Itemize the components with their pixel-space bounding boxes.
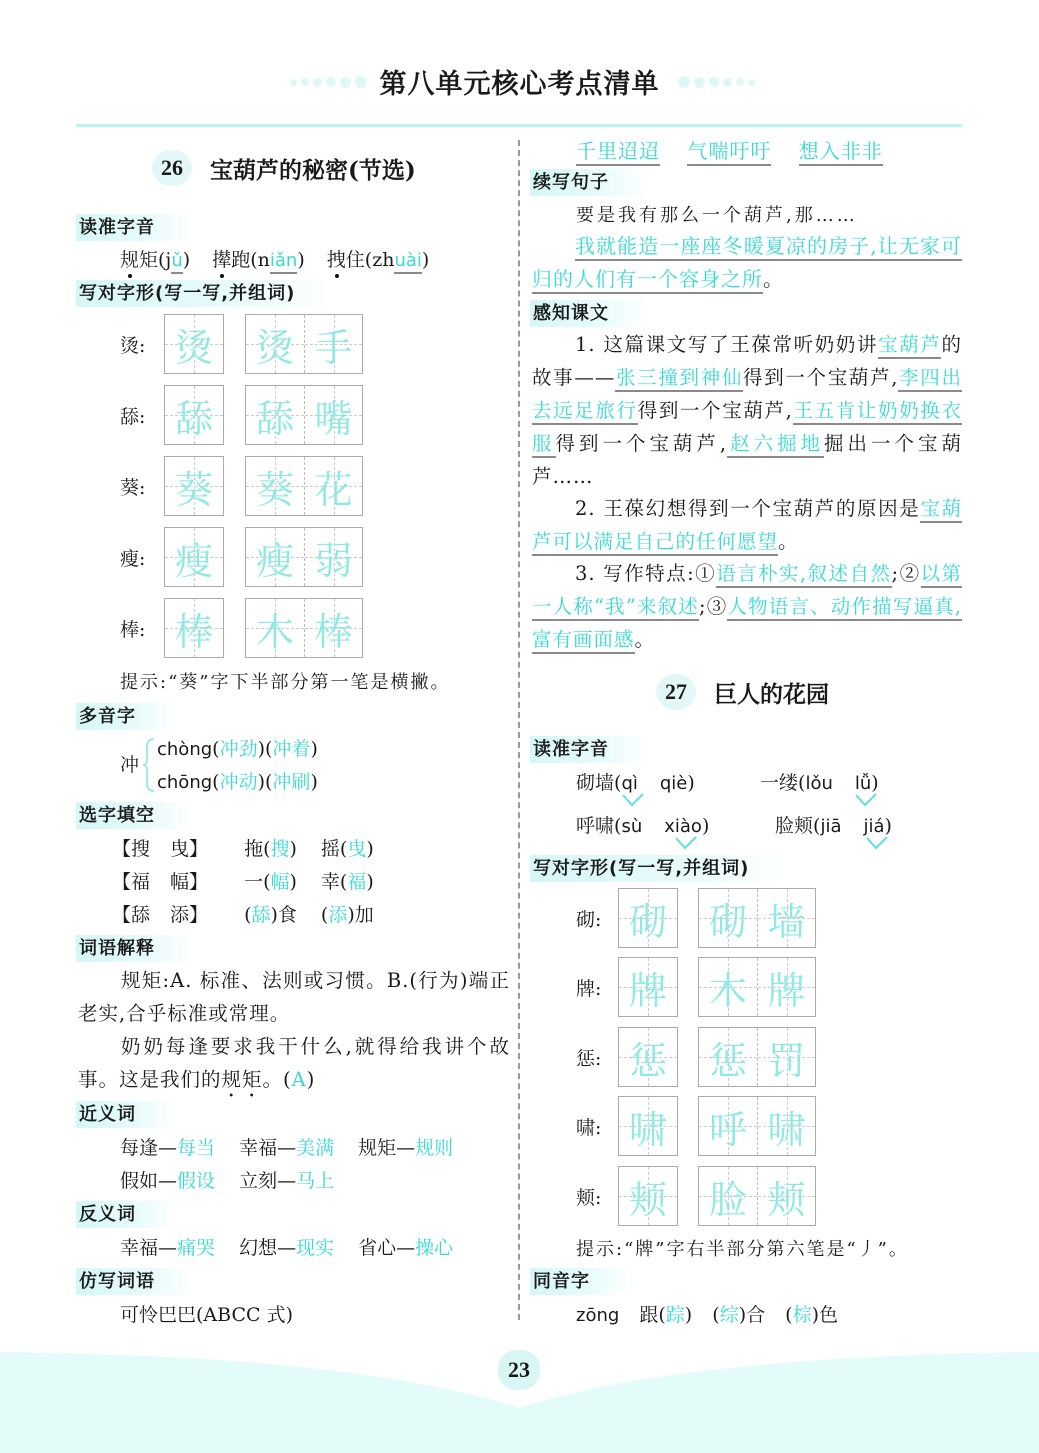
grid-cell [246,457,304,515]
fill-answer: 曳 [347,838,367,860]
pron-word: 一缕 [760,772,799,794]
pinyin-option: qiè [659,773,688,794]
definition-text: 规矩:A. 标准、法则或习惯。B.(行为)端正老实,合乎标准或常理。 [78,969,510,1025]
grid-cell [699,958,757,1016]
fill-pre: 一( [244,871,271,893]
lesson-name: 巨人的花园 [714,680,829,708]
antonym-row: 幸福—痛哭 幻想—现实 省心—操心 [120,1237,454,1259]
fill-item [321,871,374,893]
body-text: 。 [634,628,656,651]
grid-cell [165,599,223,657]
single-char-box [164,385,224,445]
check-icon [866,836,888,850]
pron-item [120,249,190,271]
ghost-char: 砌 [628,899,667,944]
section-heading: 感知课文 [530,300,649,327]
fill-item [244,904,297,926]
pinyin-option: sù [621,816,643,837]
polyphone-reading: chòng(冲劲)(冲着) [157,738,318,760]
answer-text: 王五肯让奶奶换衣服 [532,399,962,458]
answer-text: 宝葫芦 [878,333,941,359]
grid-cell [246,599,304,657]
synonym-row: 每逢—每当 幸福—美满 规矩—规则 [120,1137,454,1159]
page-number: 23 [498,1350,540,1390]
body-text: 得到一个宝葫芦, [555,432,728,455]
pinyin-option: qì [621,773,637,794]
pron-answer: iǎn [270,250,297,274]
grid-cell [619,1167,677,1225]
fill-row [112,867,374,894]
single-char-box [618,1166,678,1226]
word-box [698,888,816,948]
fill-item [321,904,374,926]
fill-pre: 摇( [320,838,348,860]
grid-cell [246,386,304,444]
grid-cell [699,889,757,947]
pron-word: 规矩(j [120,249,171,271]
body-text: 2. 王葆幻想得到一个宝葫芦的原因是 [575,497,921,520]
decor-dots-right [678,76,755,88]
grid-cell [619,1097,677,1155]
column-divider [518,140,520,1320]
option-char: 曳 [170,838,190,860]
grid-cell [304,528,362,586]
word-box [698,1027,816,1087]
perceive-para-2 [532,492,962,558]
lesson-26-title [152,150,416,186]
fill-post: ) [289,838,297,860]
example-sentence: 奶奶每逢要求我干什么,就得给我讲个故事。这是我们的规矩。(A) [78,1035,510,1091]
bracket-open: 【 [112,871,132,893]
ghost-char: 棒 [174,609,213,654]
fill-post: ) [289,871,297,893]
ghost-char: 瘦 [174,538,213,583]
ghost-char: 烫 [174,325,213,370]
grid-label: 牌: [576,978,602,1000]
single-char-box [164,598,224,658]
grid-cell [165,528,223,586]
check-icon [622,793,644,807]
pron-choice: 呼啸(sù xiào ) [576,811,709,838]
fill-answer: 搜 [270,838,290,860]
fill-row [112,900,374,927]
single-char-box [164,456,224,516]
pinyin-option: xiào [664,816,702,837]
word-box [245,314,363,374]
ghost-char: 手 [314,325,353,370]
pron-word: 呼啸 [576,815,615,837]
answer-text: 人物语言、动作描写逼真,富有画面感 [532,595,962,654]
single-char-box [618,1027,678,1087]
body-text: 1. 这篇课文写了王葆常听奶奶讲 [575,333,879,356]
ghost-char: 木 [708,968,747,1013]
perceive-para-1 [532,328,962,493]
section-heading: 词语解释 [76,935,195,962]
option-char: 搜 [131,838,151,860]
grid-cell [757,958,815,1016]
imitate-example: 可怜巴巴(ABCC 式) [120,1304,293,1326]
ghost-char: 舔 [255,396,294,441]
ghost-char: 弱 [314,538,353,583]
check-icon [675,836,697,850]
grid-cell [165,315,223,373]
page-title: 第八单元核心考点清单 [379,69,660,100]
grid-cell [757,1167,815,1225]
ghost-char: 葵 [174,467,213,512]
fill-post: )食 [270,904,297,926]
answer-text: 张三撞到神仙 [615,366,743,392]
section-heading: 同音字 [530,1268,630,1295]
bracket-open: 【 [112,904,132,926]
option-char: 幅 [170,871,190,893]
ghost-char: 颊 [628,1177,667,1222]
grid-cell [619,889,677,947]
word-box [245,456,363,516]
fill-item [244,838,297,860]
lesson-name: 宝葫芦的秘密(节选) [210,156,416,184]
fill-item [321,838,374,860]
polyphone-char: 冲 [120,754,140,776]
perceive-para-3 [532,557,962,656]
grid-cell [304,599,362,657]
fill-answer: 幅 [270,871,290,893]
grid-cell [757,1028,815,1086]
word-box [698,957,816,1017]
grid-cell [304,386,362,444]
single-char-box [164,314,224,374]
ghost-char: 脸 [708,1177,747,1222]
ghost-char: 嘴 [314,396,353,441]
ghost-char: 啸 [628,1107,667,1152]
ghost-char: 牌 [767,968,806,1013]
ghost-char: 啸 [767,1107,806,1152]
section-heading: 多音字 [76,703,176,730]
ghost-char: 惩 [708,1038,747,1083]
tip-text: 提示:“牌”字右半部分第六笔是“丿”。 [576,1239,909,1260]
answer-text: 以第一人称“我”来叙述 [532,562,962,621]
pron-answer: ǔ [171,250,182,274]
grid-cell [699,1028,757,1086]
pron-end: ) [182,249,191,271]
ghost-char: 葵 [255,467,294,512]
body-text: 得到一个宝葫芦, [637,399,793,422]
grid-cell [757,1097,815,1155]
answer-text: 语言朴实,叙述自然 [716,562,891,588]
tip-text: 提示:“葵”字下半部分第一笔是横撇。 [120,672,451,693]
body-text: 的故事—— [532,333,962,389]
grid-cell [165,386,223,444]
pron-item [327,249,430,271]
ghost-char: 颊 [767,1177,806,1222]
grid-cell [165,457,223,515]
section-heading: 写对字形(写一写,并组词) [530,855,789,882]
lesson-number: 26 [152,150,192,186]
fill-post: ) [366,838,374,860]
word-box [698,1096,816,1156]
pron-end: ) [297,249,305,271]
word-box [245,527,363,587]
section-heading: 写对字形(写一写,并组词) [76,280,335,307]
grid-label: 棒: [120,619,146,641]
lesson-27-title [656,674,829,710]
ghost-char: 罚 [767,1038,806,1083]
answer-text: 赵六掘地 [727,432,824,458]
ghost-char: 呼 [708,1107,747,1152]
ghost-char: 烫 [255,325,294,370]
ghost-char: 墙 [767,899,806,944]
homophone-row: zōng 跟(踪) (综)合 (棕)色 [576,1304,839,1326]
body-text: ;③ [698,595,728,618]
option-char: 舔 [131,904,151,926]
fill-pre: ( [320,904,329,926]
grid-label: 瘦: [120,548,146,570]
section-heading: 续写句子 [530,169,649,196]
pron-word: 砌墙 [576,772,615,794]
pron-end: ) [421,249,430,271]
grid-label: 颊: [576,1187,602,1209]
pinyin-option: lǚ [855,773,871,794]
ghost-char: 惩 [628,1038,667,1083]
synonym-row: 假如—假设 立刻—马上 [120,1170,335,1192]
fill-answer: 舔 [251,904,271,926]
pronunciation-row [120,245,429,272]
grid-cell [246,315,304,373]
section-heading: 反义词 [76,1201,176,1228]
ghost-char: 砌 [708,899,747,944]
body-text: ;② [891,562,921,585]
ghost-char: 舔 [174,396,213,441]
section-heading: 仿写词语 [76,1268,195,1295]
section-heading: 选字填空 [76,802,195,829]
lesson-number: 27 [656,674,696,710]
option-char: 添 [170,904,190,926]
grid-cell [304,315,362,373]
ghost-char: 牌 [628,968,667,1013]
check-icon [855,793,877,807]
pinyin-option: jiā [820,816,842,837]
grid-cell [699,1167,757,1225]
body-text: 。 [778,530,799,553]
pron-answer: uài [394,250,421,274]
brace-icon [142,737,156,793]
pron-word: 撵跑(n [212,249,270,271]
header-divider [76,124,962,127]
single-char-box [164,527,224,587]
grid-label: 舔: [120,406,146,428]
word-box [245,598,363,658]
bracket-open: 【 [112,838,132,860]
fill-post: ) [366,871,374,893]
grid-label: 啸: [576,1117,602,1139]
pron-choice: 脸颊(jiā jiá ) [775,811,892,838]
fill-item [244,871,297,893]
ghost-char: 木 [255,609,294,654]
single-char-box [618,957,678,1017]
grid-cell [304,457,362,515]
option-char: 福 [131,871,151,893]
body-text: 3. 写作特点:① [575,562,717,585]
single-char-box [618,888,678,948]
single-char-box [618,1096,678,1156]
pron-word: 脸颊 [775,815,814,837]
fill-pre: 幸( [320,871,348,893]
fill-post: )加 [347,904,374,926]
pron-item [212,249,305,271]
grid-cell [619,958,677,1016]
grid-cell [246,528,304,586]
fill-row [112,834,374,861]
grid-label: 砌: [576,909,602,931]
fill-pre: ( [244,904,252,926]
grid-label: 葵: [120,477,146,499]
grid-label: 烫: [120,335,146,357]
word-box [245,385,363,445]
pron-word: 拽住(zh [327,249,395,271]
pinyin-option: lǒu [805,773,833,794]
continue-answer: 我就能造一座座冬暖夏凉的房子,让无家可归的人们有一个容身之所。 [532,230,962,296]
fill-pre: 拖( [244,838,271,860]
fill-answer: 福 [347,871,367,893]
word-box [698,1166,816,1226]
pron-choice: 砌墙(qì qiè) [576,768,695,795]
bracket-close: 】 [189,871,209,893]
bracket-close: 】 [189,904,209,926]
fill-answer: 添 [328,904,348,926]
section-heading: 读准字音 [76,214,195,241]
bracket-close: 】 [189,838,209,860]
grid-cell [699,1097,757,1155]
polyphone-reading: chōng(冲动)(冲刷) [157,771,318,793]
grid-label: 惩: [576,1048,602,1070]
section-heading: 近义词 [76,1101,176,1128]
answer-text: 宝葫芦可以满足自己的任何愿望 [532,497,962,556]
imitate-answers: 千里迢迢 气喘吁吁 想入非非 [576,135,883,164]
continue-prompt: 要是我有那么一个葫芦,那…… [576,205,858,226]
grid-cell [757,889,815,947]
body-text: 掘出一个宝葫芦…… [532,432,962,488]
section-heading: 读准字音 [530,736,649,763]
answer-text: 李四出去远足旅行 [532,366,962,425]
ghost-char: 花 [314,467,353,512]
ghost-char: 棒 [314,609,353,654]
body-text: 得到一个宝葫芦, [743,366,899,389]
pinyin-option: jiá [863,816,884,837]
pron-choice: 一缕(lǒu lǚ ) [760,768,879,795]
ghost-char: 瘦 [255,538,294,583]
grid-cell [619,1028,677,1086]
